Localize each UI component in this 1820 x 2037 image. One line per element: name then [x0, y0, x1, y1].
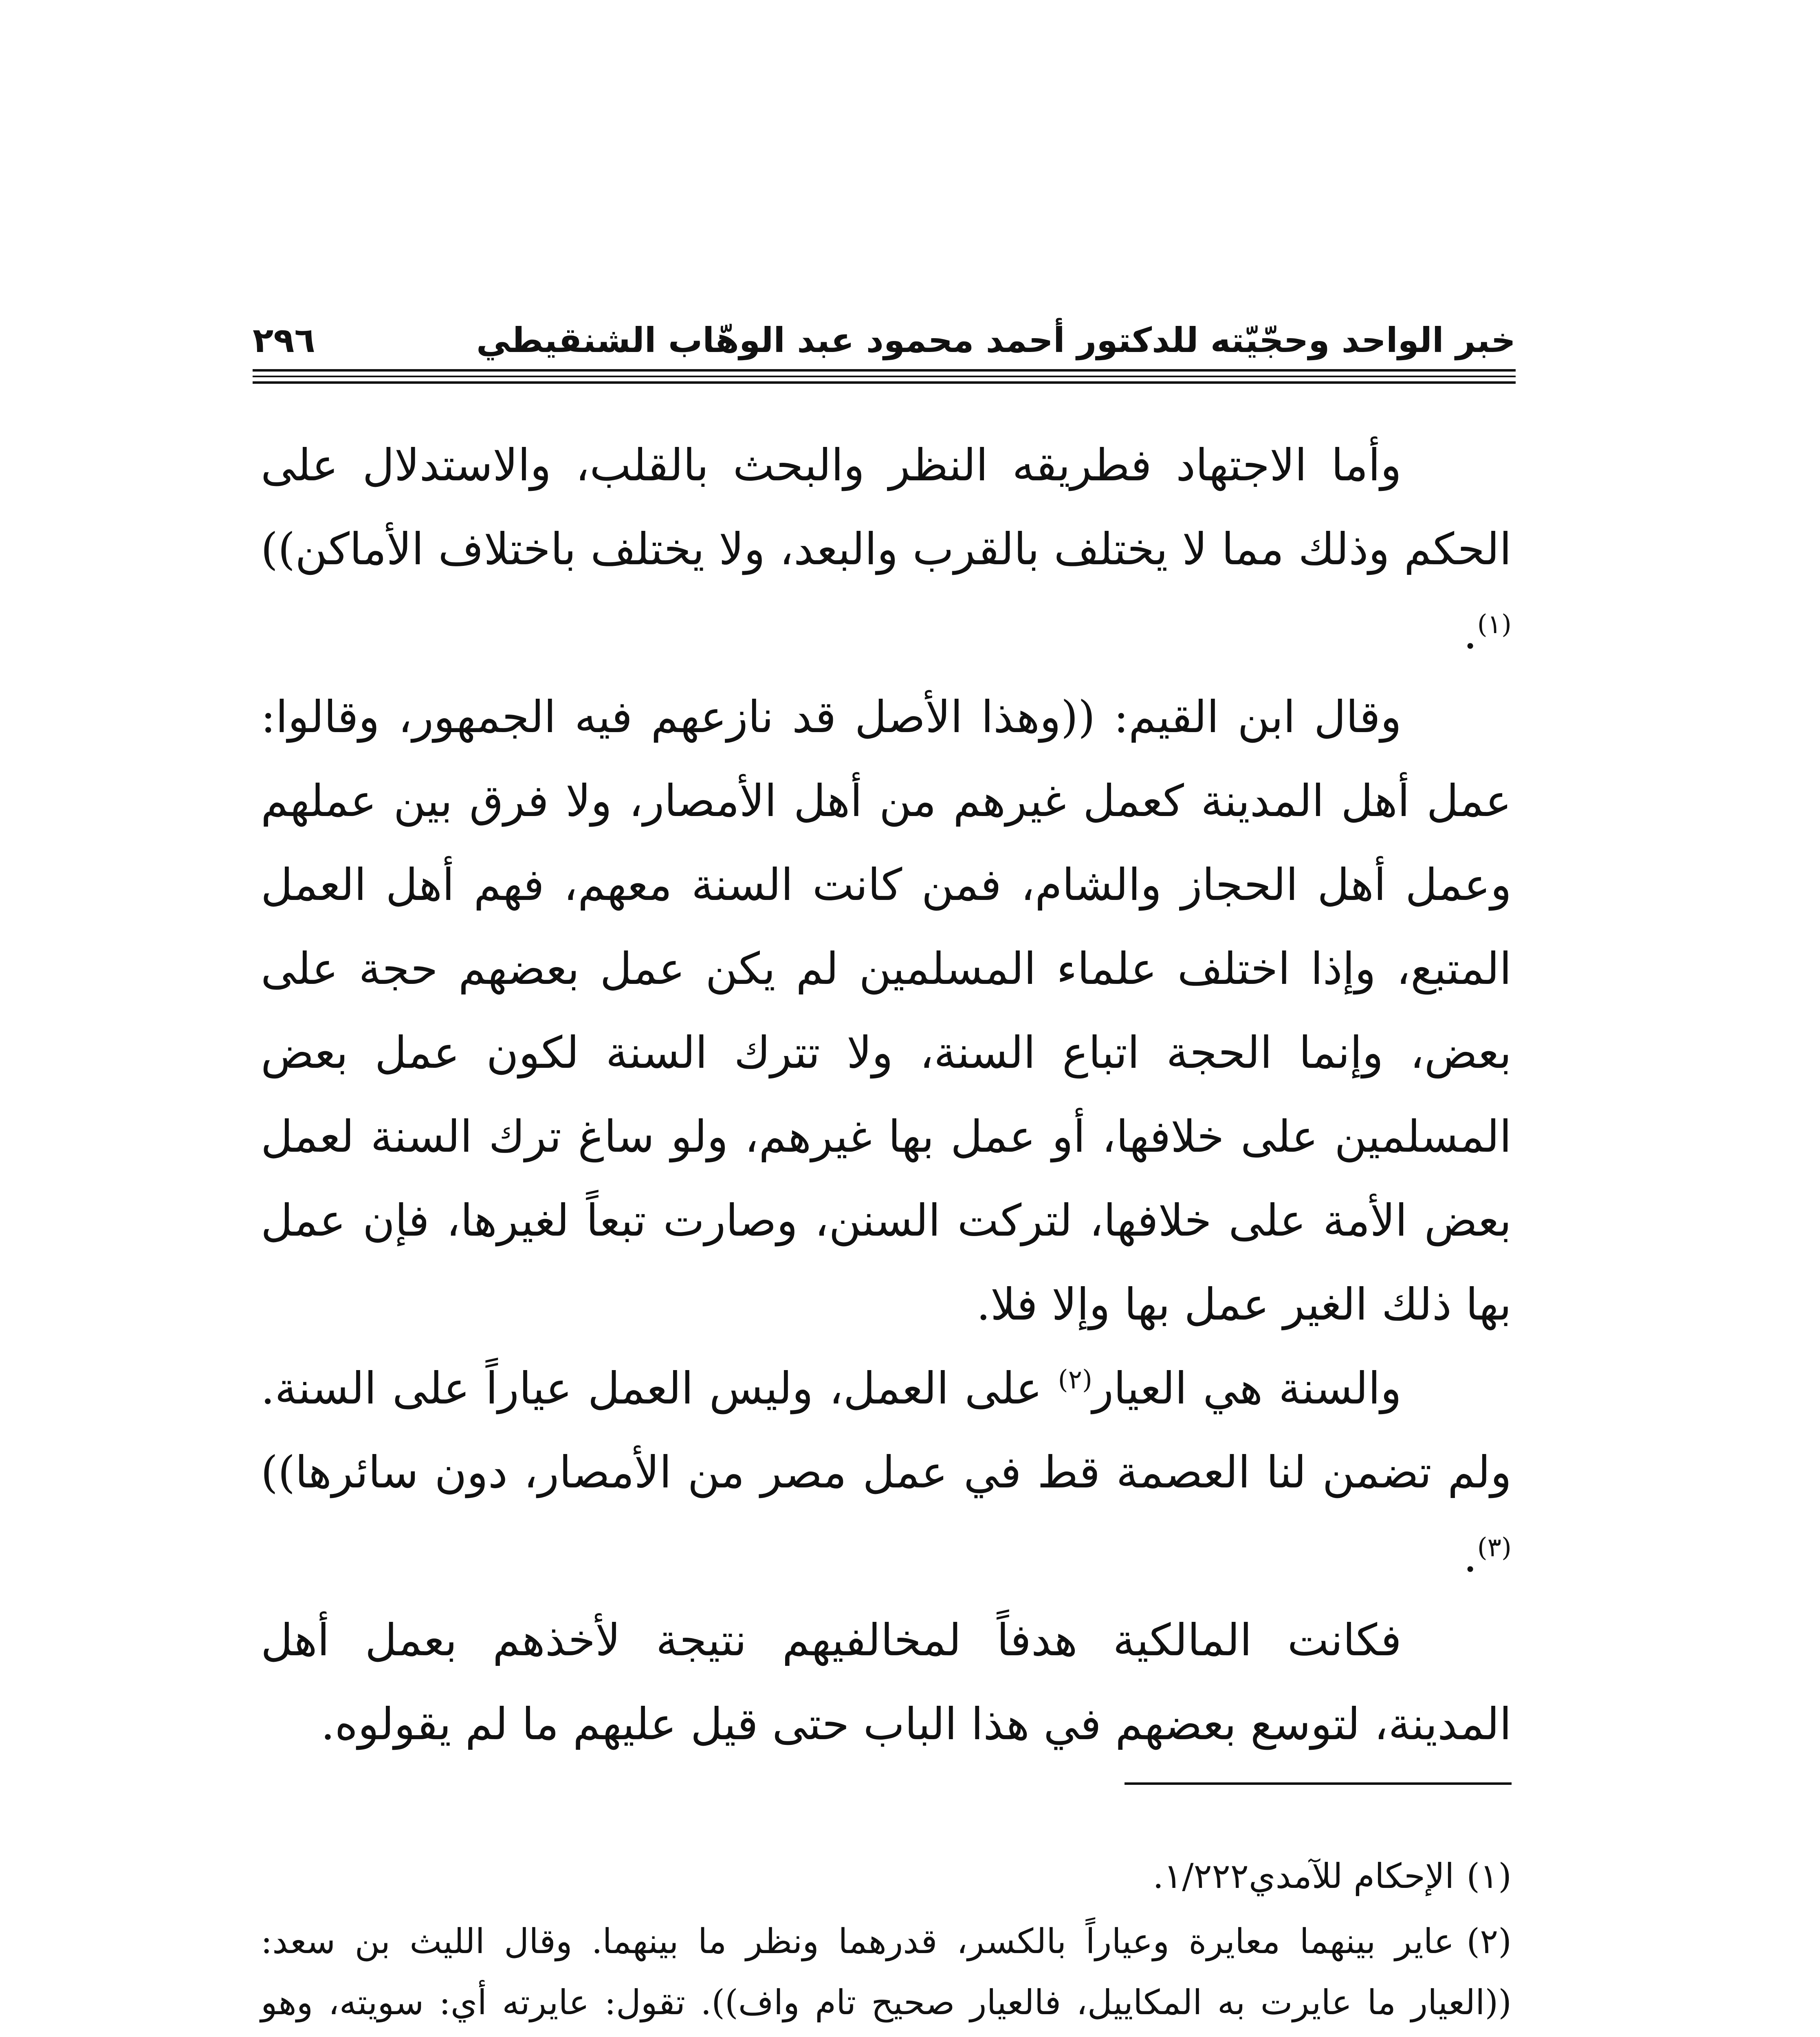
paragraph-2 [261, 675, 1512, 1347]
footnote-2-text: عاير بينهما معايرة وعياراً بالكسر، قدرهما ونظر ما بينهما. وقال الليث بن سعد: ((العيار ما عايرت به المكاييل، فالعيار صحيح تام واف)). تقول: عايرته أي: سويته، وهو [261, 1921, 1512, 2022]
header-rule-middle [253, 376, 1516, 377]
footnote-2 [261, 1911, 1512, 2037]
paragraph-4 [261, 1599, 1512, 1766]
paragraph-2-text: وقال ابن القيم: ((وهذا الأصل قد نازعهم فيه الجمهور، وقالوا: عمل أهل المدينة كعمل غيرهم من أهل الأمصار، ولا فرق بين عملهم وعمل أهل الحجاز والشام، فمن كانت السنة معهم، فهم أهل العمل المتبع، وإذا اختلف علماء المسلمين لم يكن عمل بعضهم حجة على بعض، وإنما الحجة اتباع السنة، ولا تترك السنة لكون عمل بعض المسلمين على خلافها، أو عمل بها غيرهم، ولو ساغ ترك السنة لعمل بعض الأمة على خلافها، لتركت السنن، وصارت تبعاً لغيرها، فإن عمل بها ذلك الغير عمل بها وإلا فلا. [261, 692, 1512, 1330]
page-number: ٢٩٦ [253, 320, 315, 360]
footnote-1 [261, 1846, 1512, 1907]
paragraph-3 [261, 1347, 1512, 1599]
header-rule-bottom [253, 381, 1516, 384]
footnotes [261, 1846, 1512, 2037]
paragraph-1-tail: . [1463, 608, 1477, 659]
header-rule-top [253, 369, 1516, 372]
paragraph-1 [261, 424, 1512, 675]
footnote-ref-2: (٢) [1058, 1365, 1092, 1395]
footnote-separator [1125, 1782, 1512, 1785]
footnote-2-number: (٢) [1466, 1921, 1512, 1961]
paragraph-3-text-before: والسنة هي العيار [1092, 1363, 1402, 1414]
paragraph-4-text: فكانت المالكية هدفاً لمخالفيهم نتيجة لأخذهم بعمل أهل المدينة، لتوسع بعضهم في هذا الباب حتى قيل عليهم ما لم يقولوه. [261, 1615, 1512, 1750]
footnote-ref-3: (٣) [1477, 1533, 1512, 1563]
footnote-ref-1: (١) [1477, 609, 1512, 640]
footnote-1-number: (١) [1466, 1856, 1512, 1896]
paragraph-3-text-after: على العمل، وليس العمل عياراً على السنة. ولم تضمن لنا العصمة قط في عمل مصر من الأمصار، دون سائرها)) [261, 1363, 1512, 1498]
running-title: خبر الواحد وحجّيّته للدكتور أحمد محمود عبد الوهّاب الشنقيطي [476, 320, 1516, 360]
paragraph-1-text: وأما الاجتهاد فطريقه النظر والبحث بالقلب، والاستدلال على الحكم وذلك مما لا يختلف بالقرب والبعد، ولا يختلف باختلاف الأماكن)) [261, 440, 1512, 575]
page-header [253, 314, 1516, 363]
main-text [261, 424, 1512, 1766]
paragraph-3-tail: . [1463, 1531, 1477, 1582]
footnote-1-text: الإحكام للآمدي١/٢٢٢. [1153, 1856, 1455, 1896]
